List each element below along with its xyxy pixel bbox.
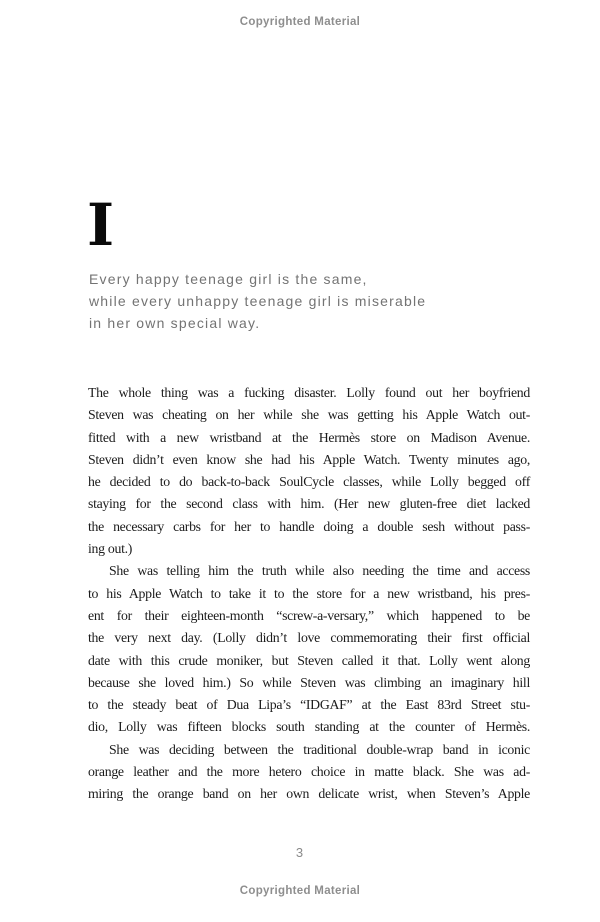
body-line: The whole thing was a fucking disaster. Lolly found out her boyfriend: [88, 385, 530, 400]
chapter-number: I: [87, 191, 115, 259]
epigraph-line: Every happy teenage girl is the same,: [89, 271, 368, 287]
epigraph-line: in her own special way.: [89, 315, 261, 331]
body-line: staying for the second class with him. (Her new gluten-free diet lacked: [88, 496, 530, 512]
copyright-bottom-label: Copyrighted Material: [239, 885, 361, 897]
body-line: to the steady beat of Dua Lipa’s “IDGAF” at the East 83rd Street stu-: [88, 697, 530, 713]
body-line: She was deciding between the traditional double-wrap band in iconic: [109, 741, 530, 757]
body-line: ing out.): [88, 541, 133, 557]
body-line: ent for their eighteen-month “screw-a-versary,” which happened to be: [88, 607, 530, 623]
body-line: the very next day. (Lolly didn’t love commemorating their first official: [88, 630, 530, 646]
page-number-label: 3: [295, 845, 305, 860]
copyright-top-label: Copyrighted Material: [239, 16, 361, 28]
body-line: he decided to do back-to-back SoulCycle classes, while Lolly begged off: [88, 474, 530, 490]
body-line: miring the orange band on her own delicate wrist, when Steven’s Apple: [88, 786, 530, 802]
body-text: [88, 382, 530, 806]
body-line: date with this crude moniker, but Steven called it that. Lolly went along: [88, 652, 530, 668]
body-line: Steven didn’t even know she had his Apple Watch. Twenty minutes ago,: [88, 451, 530, 467]
body-line: fitted with a new wristband at the Hermès store on Madison Avenue.: [88, 429, 530, 445]
body-line: She was telling him the truth while also needing the time and access: [109, 563, 530, 579]
epigraph-line: while every unhappy teenage girl is miserable: [89, 293, 427, 309]
body-line: Steven was cheating on her while she was getting his Apple Watch out-: [88, 407, 530, 423]
body-line: orange leather and the more hetero choice in matte black. She was ad-: [88, 764, 530, 780]
body-line: to his Apple Watch to take it to the store for a new wristband, his pres-: [88, 585, 530, 601]
body-line: because she loved him.) So while Steven was climbing an imaginary hill: [88, 674, 530, 690]
body-line: the necessary carbs for her to handle doing a double sesh without pass-: [88, 518, 530, 534]
chapter-epigraph: [89, 268, 426, 334]
body-line: dio, Lolly was fifteen blocks south standing at the counter of Hermès.: [88, 719, 530, 735]
